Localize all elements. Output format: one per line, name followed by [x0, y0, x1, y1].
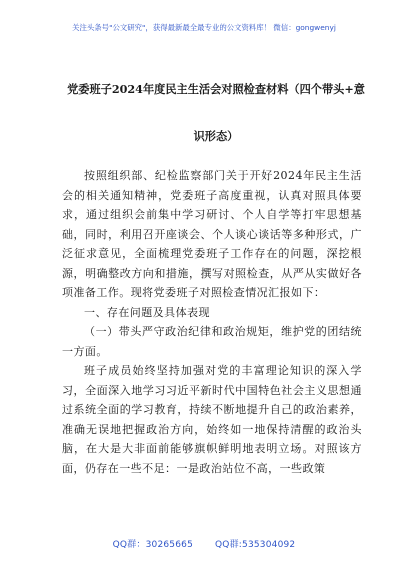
subsection-heading: （一）带头严守政治纪律和政治规矩，维护党的团结统一方面。	[62, 325, 362, 358]
footer-qq-group-1: QQ群：30265665	[112, 540, 194, 550]
footer-qq-group-2: QQ群:535304092	[215, 540, 296, 550]
promo-banner: 关注头条号"公文研究"，获得最新最全最专业的公文资料库！ 微信：gongwenyj	[72, 23, 336, 32]
intro-paragraph: 按照组织部、纪检监察部门关于开好2024年民主生活会的相关通知精神，党委班子高度重视，认真对照具体要求，通过组织会前集中学习研讨、个人自学等打牢思想基础，同时，利用召开座谈会、个人谈心谈话等多种形式，广泛征求意见，全面梳理党委班子工作存在的问题，深挖根源，明确整改方向和措施，撰写对照检查，从严从实做好各项准备工作。现将党委班子对照检查情况汇报如下：	[62, 169, 362, 299]
footer-contacts	[0, 537, 408, 550]
body-paragraph: 班子成员始终坚持加强对党的丰富理论知识的深入学习，全面深入地学习习近平新时代中国特色社会主义思想通过系统全面的学习教育，持续不断地提升自己的政治素养，准确无误地把握政治方向，始终如一地保持清醒的政治头脑，在大是大非面前能够旗帜鲜明地表明立场。对照该方面，仍存在一些不足：一是政治站位不高，一些政策	[62, 364, 362, 475]
section-heading: 一、存在问题及具体表现	[84, 305, 210, 319]
document-body	[62, 166, 362, 478]
document-title: 党委班子2024年度民主生活会对照检查材料（四个带头+意识形态）	[67, 82, 365, 143]
